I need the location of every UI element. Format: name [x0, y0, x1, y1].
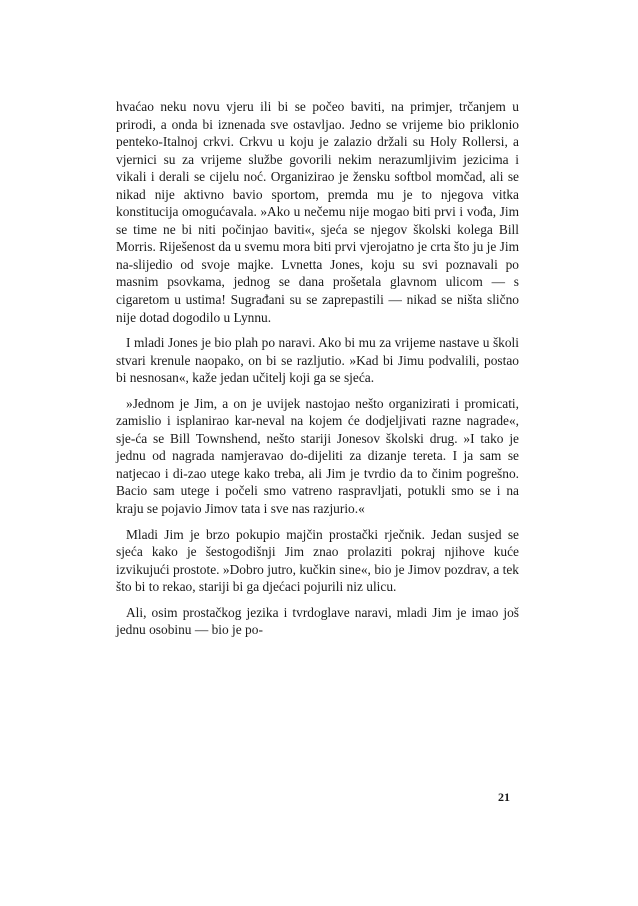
paragraph-2: I mladi Jones je bio plah po naravi. Ako bi mu za vrijeme nastave u školi stvari krenule naopako, on bi se razljutio. »Kad bi Jimu podvalili, postao bi nesnosan«, kaže jedan učitelj koji ga se sjeća.: [116, 335, 519, 386]
paragraph-1: hvaćao neku novu vjeru ili bi se počeo baviti, na primjer, trčanjem u prirodi, a onda bi iznenada sve ostavljao. Jedno se vrijeme bio priklonio penteko-Italnoj crkvi. Crkvu u koju je zalazio držali su Holy Rollersi, a vjernici su za vrijeme službe govorili nekim nerazumljivim jezicima i vikali i derali se cijelu noć. Organizirao je žensku softbol momčad, ali se nikad nije aktivno bavio sportom, premda mu je to njegova vitka konstitucija omogućavala. »Ako u nečemu nije mogao biti prvi i vođa, Jim se time ne bi niti počinjao baviti«, sjeća se njegov školski kolega Bill Morris. Riješenost da u svemu mora biti prvi vjerojatno je crta što ju je Jim na-slijedio od svoje majke. Lvnetta Jones, koju su svi poznavali po masnim psovkama, jednog se dana prošetala glavnom ulicom — s cigaretom u ustima! Sugrađani su se zaprepastili — nikad se ništa slično nije dotad dogodilo u Lynnu.: [116, 99, 519, 325]
paragraph-5: Ali, osim prostačkog jezika i tvrdoglave naravi, mladi Jim je imao još jednu osobinu — bio je po-: [116, 604, 519, 638]
paragraph-3: »Jednom je Jim, a on je uvijek nastojao nešto organizirati i promicati, zamislio i isplanirao kar-neval na kojem će dodjeljivati razne nagrade«, sje-ća se Bill Townshend, nešto stariji Jonesov školski drug. »I tako je jednu od nagrada namjeravao do-dijeliti za dizanje tereta. I ja sam se natjecao i di-zao utege kako treba, ali Jim je tvrdio da to činim pogrešno. Bacio sam utege i počeli smo vatreno raspravljati, potukli smo se i na kraju se pojavio Jimov tata i sve nas razjurio.«: [116, 395, 519, 517]
page-number: 21: [498, 790, 510, 804]
body-text: [116, 98, 519, 647]
paragraph-4: Mladi Jim je brzo pokupio majčin prostački rječnik. Jedan susjed se sjeća kako je šestogodišnji Jim znao prolaziti pokraj njihove kuće izvikujući prostote. »Dobro jutro, kučkin sine«, bio je Jimov pozdrav, a tek što bi to rekao, stariji bi ga djećaci pojurili niz ulicu.: [116, 526, 519, 595]
